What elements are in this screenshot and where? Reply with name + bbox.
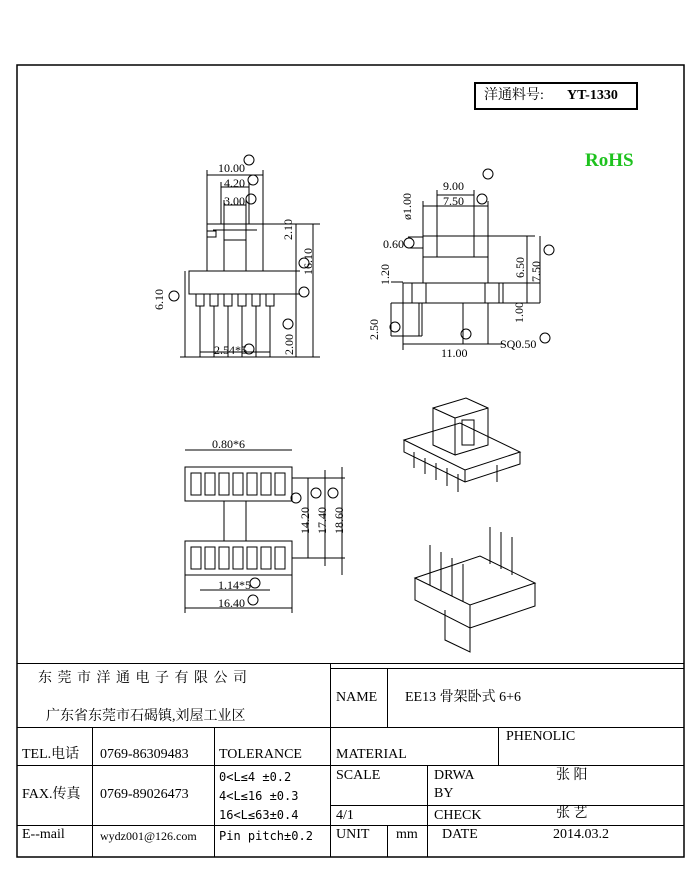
isometric-view-bottom bbox=[415, 527, 535, 652]
unit-value: mm bbox=[396, 827, 418, 842]
date-value: 2014.03.2 bbox=[553, 827, 609, 842]
dim-dia-1: ø1.00 bbox=[400, 193, 414, 220]
unit-label: UNIT bbox=[336, 827, 370, 842]
dim-pitch-1-14: 1.14*5 bbox=[218, 578, 251, 592]
drawn-by-label-2: BY bbox=[434, 786, 454, 801]
material-value: PHENOLIC bbox=[506, 729, 576, 744]
dim-h-1: 1.00 bbox=[512, 302, 526, 323]
scale-value: 4/1 bbox=[336, 808, 354, 823]
dim-h-7-5: 7.50 bbox=[529, 261, 543, 282]
name-label: NAME bbox=[336, 690, 378, 705]
check-value: 张 艺 bbox=[556, 806, 588, 821]
drawn-by-label-1: DRWA bbox=[434, 768, 475, 783]
dim-h-1-2: 1.20 bbox=[378, 264, 392, 285]
name-value: EE13 骨架卧式 6+6 bbox=[405, 690, 521, 705]
dim-top-4-2: 4.20 bbox=[224, 176, 245, 190]
fax-label: FAX.传真 bbox=[22, 787, 81, 802]
tolerance-range-1: 0<L≤4 ±0.2 bbox=[219, 770, 292, 784]
dim-t-0-6: 0.60 bbox=[383, 237, 404, 251]
dim-w-11: 11.00 bbox=[441, 346, 468, 360]
isometric-view-top bbox=[404, 398, 520, 492]
dim-top-10: 10.00 bbox=[218, 161, 245, 175]
dim-w-16-4: 16.40 bbox=[218, 596, 245, 610]
dim-sq-0-5: SQ0.50 bbox=[500, 337, 537, 351]
rohs-mark: RoHS bbox=[585, 150, 634, 171]
dim-h-14-2: 14.20 bbox=[298, 507, 312, 534]
dim-h-2-1: 2.10 bbox=[281, 219, 295, 240]
check-label: CHECK bbox=[434, 808, 482, 823]
tel-label: TEL.电话 bbox=[22, 747, 80, 762]
dim-h-2: 2.00 bbox=[282, 334, 296, 355]
company-address: 广东省东莞市石碣镇,刘屋工业区 bbox=[46, 709, 246, 724]
dim-h-18-6: 18.60 bbox=[332, 507, 346, 534]
part-number-label: 洋通料号: bbox=[484, 88, 544, 103]
company-name: 东 莞 市 洋 通 电 子 有 限 公 司 bbox=[38, 671, 248, 686]
dim-top-3: 3.00 bbox=[224, 194, 245, 208]
tolerance-label: TOLERANCE bbox=[219, 747, 302, 762]
tolerance-range-2: 4<L≤16 ±0.3 bbox=[219, 789, 299, 803]
fax-value: 0769-89026473 bbox=[100, 787, 189, 802]
dim-pitch-2-54: 2.54*5 bbox=[214, 343, 247, 357]
pin-pitch-tolerance: Pin pitch±0.2 bbox=[219, 829, 313, 843]
dim-h-17-4: 17.40 bbox=[315, 507, 329, 534]
email-label: E--mail bbox=[22, 827, 65, 842]
date-label: DATE bbox=[442, 827, 478, 842]
dim-w-9: 9.00 bbox=[443, 179, 464, 193]
dim-w-7-5: 7.50 bbox=[443, 194, 464, 208]
dim-h-6-1: 6.10 bbox=[152, 289, 166, 310]
material-label: MATERIAL bbox=[336, 747, 407, 762]
tel-value: 0769-86309483 bbox=[100, 747, 189, 762]
drawn-by-value: 张 阳 bbox=[556, 768, 588, 783]
scale-label: SCALE bbox=[336, 768, 381, 783]
dim-pin-0-8: 0.80*6 bbox=[212, 437, 245, 451]
part-number: YT-1330 bbox=[567, 88, 618, 103]
dim-h-16-1: 16.10 bbox=[301, 248, 315, 275]
dim-h-6-5: 6.50 bbox=[513, 257, 527, 278]
email-value: wydz001@126.com bbox=[100, 829, 197, 843]
dim-h-2-5: 2.50 bbox=[367, 319, 381, 340]
tolerance-range-3: 16<L≤63±0.4 bbox=[219, 808, 299, 822]
